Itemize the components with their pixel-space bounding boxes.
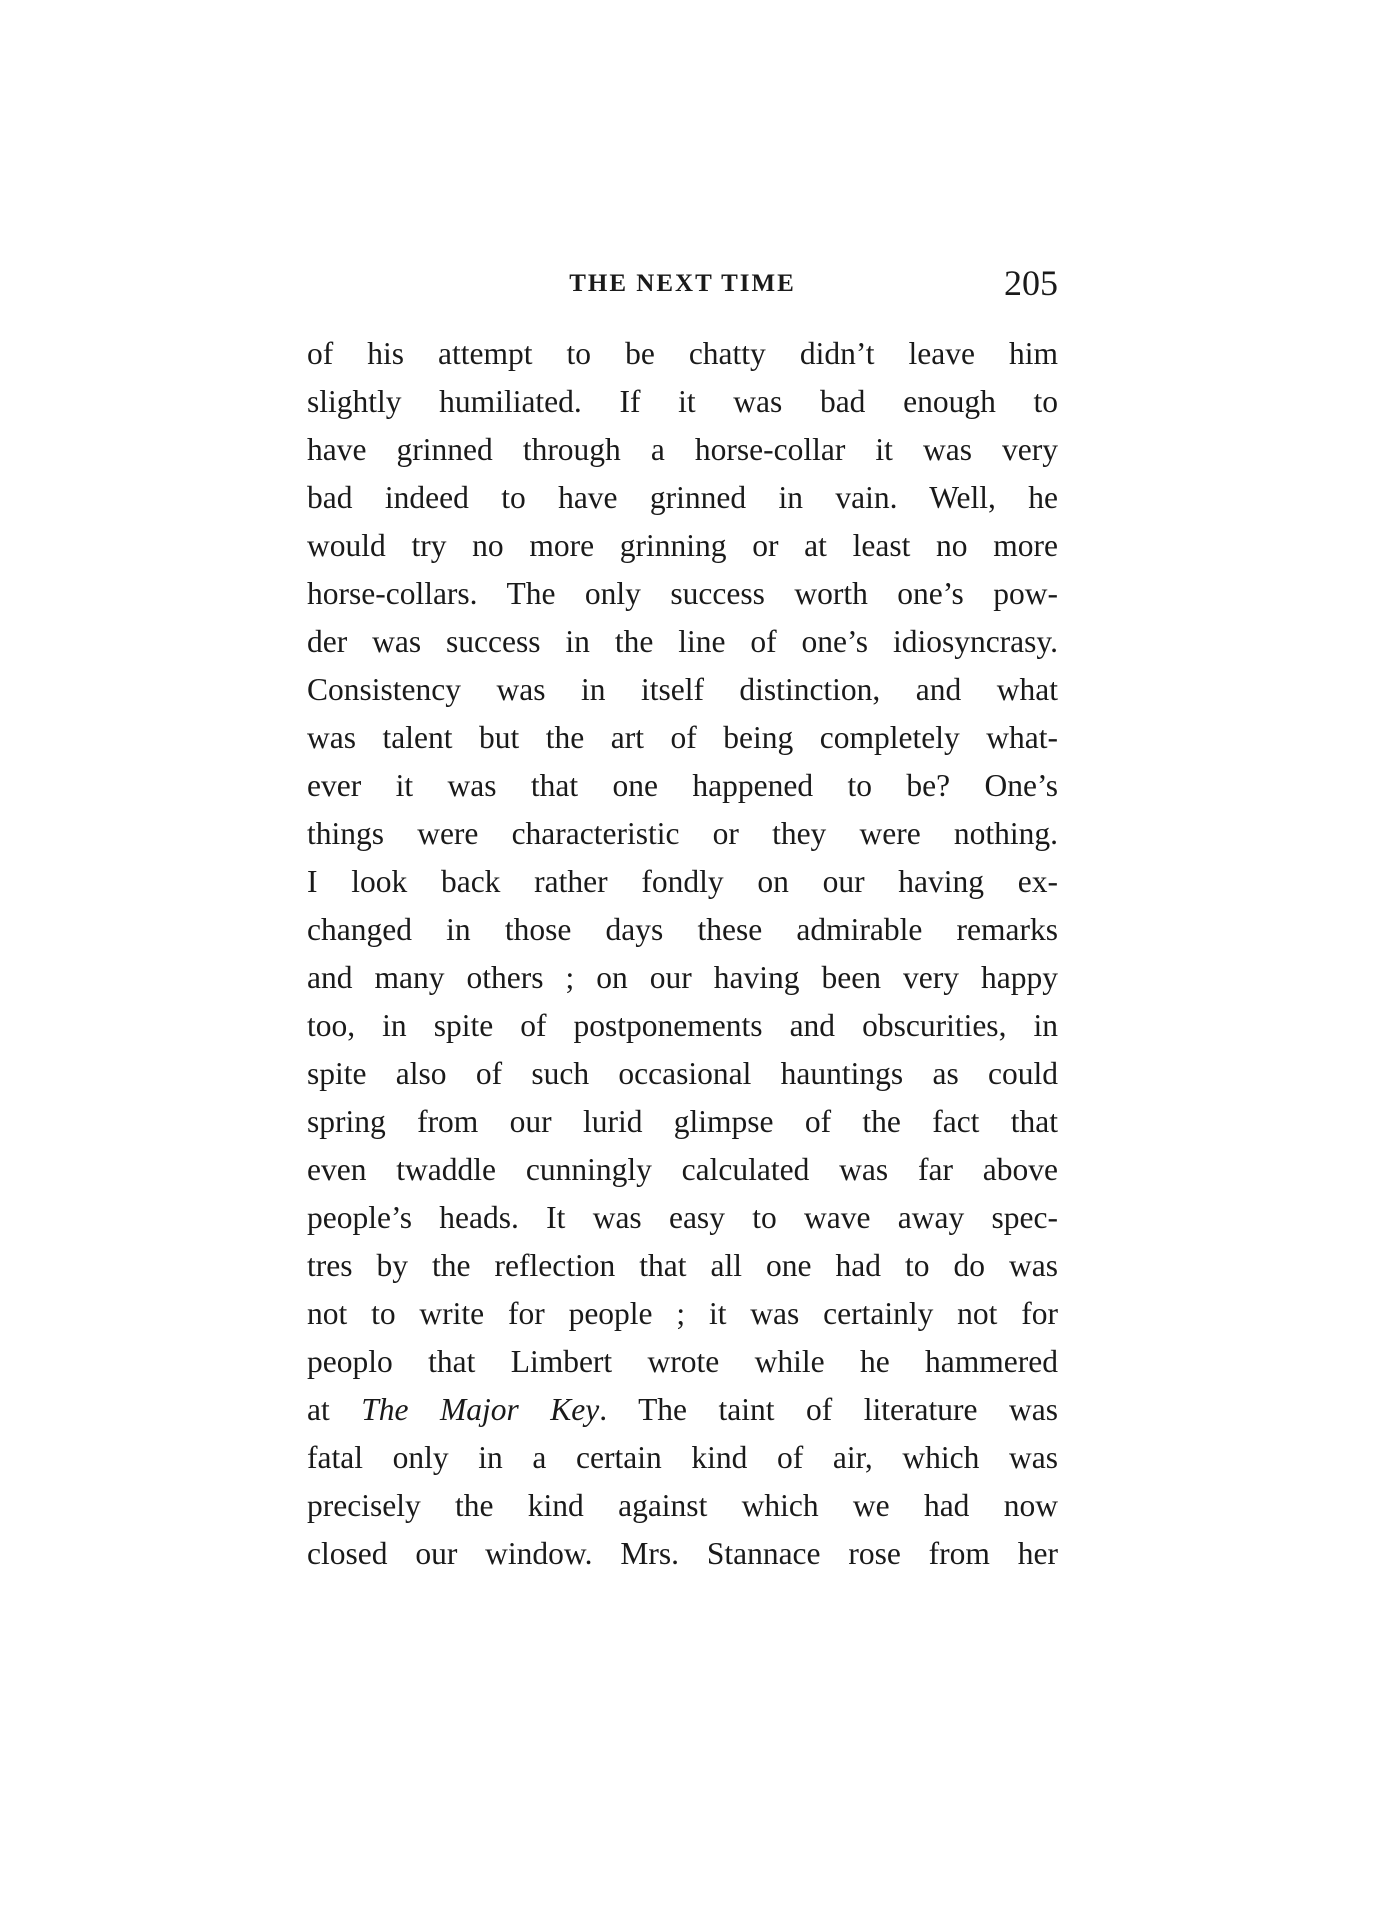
body-text [307, 330, 1058, 1578]
text-line: and many others ; on our having been very happy [307, 960, 1058, 995]
running-head [307, 262, 1058, 312]
text-line: ever it was that one happened to be? One’s [307, 768, 1058, 803]
text-line: fatal only in a certain kind of air, which was [307, 1440, 1058, 1475]
text-line: not to write for people ; it was certainly not for [307, 1296, 1058, 1331]
text-line: bad indeed to have grinned in vain. Well, he [307, 480, 1058, 515]
text-line-with-title [307, 1386, 1058, 1434]
text-line: tres by the reflection that all one had to do was [307, 1248, 1058, 1283]
page-number: 205 [1004, 263, 1058, 303]
text-line: horse-collars. The only success worth one’s pow- [307, 576, 1058, 611]
text-line: have grinned through a horse-collar it was very [307, 432, 1058, 467]
text-line: precisely the kind against which we had now [307, 1488, 1058, 1523]
text-line: Consistency was in itself distinction, and what [307, 672, 1058, 707]
text-line: would try no more grinning or at least no more [307, 528, 1058, 563]
book-title-italic: The Major Key [361, 1392, 600, 1427]
text-line: too, in spite of postponements and obscurities, in [307, 1008, 1058, 1043]
text-line: of his attempt to be chatty didn’t leave him [307, 336, 1058, 371]
text-line: even twaddle cunningly calculated was far above [307, 1152, 1058, 1187]
line-text-before: at [307, 1392, 362, 1427]
text-line: spring from our lurid glimpse of the fact that [307, 1104, 1058, 1139]
text-line: spite also of such occasional hauntings as could [307, 1056, 1058, 1091]
line-text-after: . The taint of literature was [599, 1392, 1058, 1427]
text-line: slightly humiliated. If it was bad enough to [307, 384, 1058, 419]
text-line: was talent but the art of being completely what- [307, 720, 1058, 755]
running-title: THE NEXT TIME [569, 270, 796, 297]
text-line: changed in those days these admirable remarks [307, 912, 1058, 947]
text-line: things were characteristic or they were nothing. [307, 816, 1058, 851]
text-line: I look back rather fondly on our having ex- [307, 864, 1058, 899]
text-line: peoplo that Limbert wrote while he hammered [307, 1344, 1058, 1379]
text-line: closed our window. Mrs. Stannace rose from her [307, 1536, 1058, 1571]
text-line: der was success in the line of one’s idiosyncrasy. [307, 624, 1058, 659]
text-line: people’s heads. It was easy to wave away spec- [307, 1200, 1058, 1235]
